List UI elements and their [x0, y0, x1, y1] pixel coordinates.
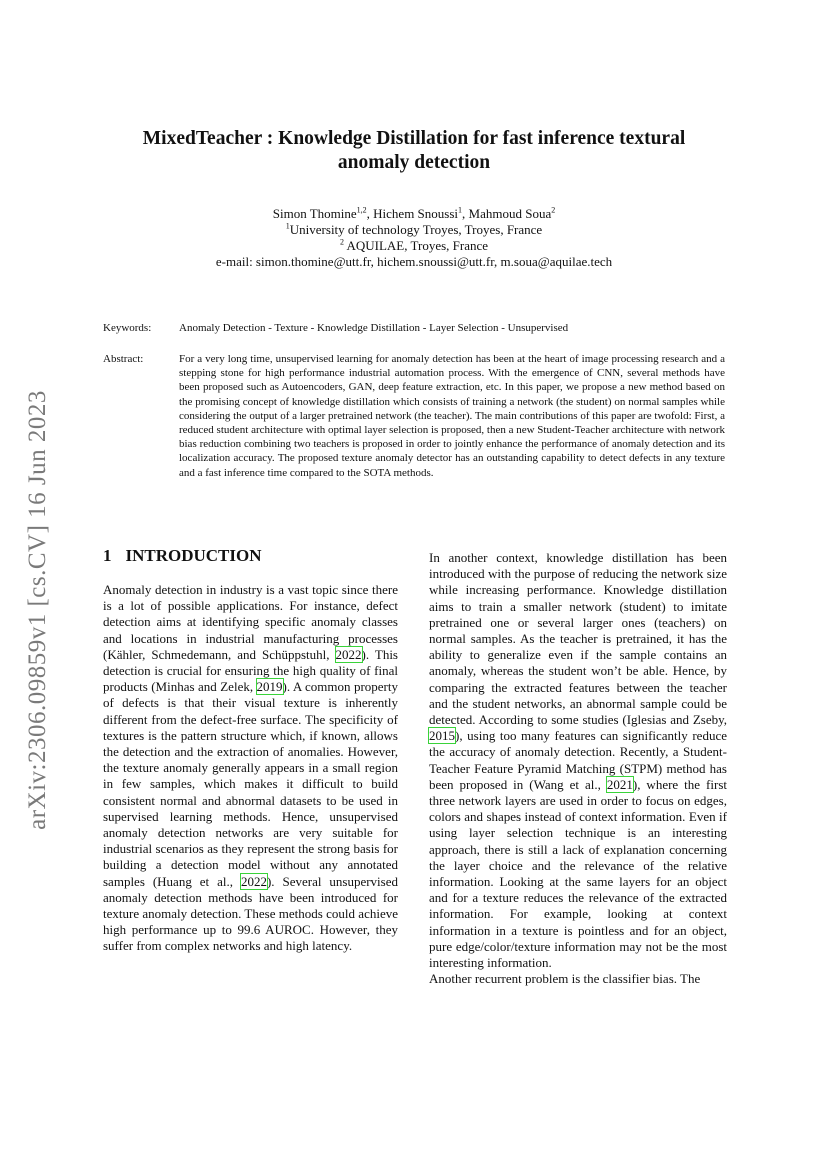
body-column-left [103, 582, 398, 955]
intro-paragraph-3: Another recurrent problem is the classifier bias. The [429, 971, 701, 987]
author-2-sup: 1 [458, 205, 463, 215]
text-run: ), using too many features can significantly reduce the accuracy of anomaly detection. Recently, a Student-Teacher Feature Pyramid Matching (STPM) method has been proposed in (Wang et al., [429, 728, 727, 792]
section-heading-introduction [103, 545, 398, 567]
keywords-value: Anomaly Detection - Texture - Knowledge Distillation - Layer Selection - Unsupervised [179, 322, 569, 334]
paper-title-line-2: anomaly detection [337, 152, 491, 173]
arxiv-identifier-text: arXiv:2306.09859v1 [cs.CV] 16 Jun 2023 [24, 390, 51, 830]
author-1-sup: 1,2 [356, 205, 367, 215]
affiliation-1-text: University of technology Troyes, Troyes, France [289, 222, 543, 237]
author-3-name: , Mahmoud Soua [462, 206, 552, 221]
citation-link[interactable]: 2022 [335, 646, 362, 662]
author-block [100, 206, 728, 270]
keywords-label: Keywords: [103, 322, 152, 334]
citation-link[interactable]: 2019 [256, 679, 283, 695]
affiliation-2-sup: 2 [339, 237, 344, 247]
text-run: ). A common property of defects is that their visual texture is inherently different from the defect-free surface. The specificity of textures is the pattern structure which, if known, allows the detection and the extraction of anomalies. However, the texture anomaly generally appears in a small region in few samples, which makes it difficult to build consistent normal and abnormal datasets to be used in supervised learning methods. Hence, unsupervised anomaly detection networks are very suitable for industrial scenarios as they represent the strong basis for building a detection model without any annotated samples (Huang et al., [103, 679, 398, 889]
text-run: Anomaly detection in industry is a vast topic since there is a lot of possible applications. For instance, defect detection aims at identifying specific anomaly classes and locations in industrial manufacturing processes (Kähler, Schmedemann, and Schüppstuhl, [103, 582, 398, 662]
paper-title [100, 127, 728, 175]
text-run: ). Several unsupervised anomaly detection methods have been introduced for texture anomaly detection. These methods could achieve high performance up to 99.6 AUROC. However, they suffer from complex networks and high latency. [103, 873, 398, 954]
text-run: ). This detection is crucial for ensuring the high quality of final products (Minhas and Zelek, [103, 646, 398, 695]
abstract-label: Abstract: [103, 353, 144, 365]
paper-title-line-1: MixedTeacher : Knowledge Distillation for fast inference textural [142, 128, 686, 149]
affiliation-2 [100, 238, 728, 254]
section-number: 1 [103, 546, 112, 565]
abstract-row [103, 352, 725, 480]
intro-paragraph-2 [429, 550, 727, 971]
intro-paragraph-1 [103, 582, 398, 955]
affiliation-1 [100, 222, 728, 238]
author-1-name: Simon Thomine [272, 206, 357, 221]
text-run: ), where the first three network layers are used in order to focus on edges, colors and shapes instead of context information. Even if using layer selection technique is an interesting approach, there is still a lack of explanation concerning the layer choice and the relevance of the relative information. Looking at the same layers for an object and for a texture reduces the relevance of the extracted information. For example, looking at context information in a texture is pointless and for an object, pure edge/color/texture information may not be the most interesting information. [429, 776, 727, 971]
citation-link[interactable]: 2021 [606, 776, 633, 792]
author-3-sup: 2 [551, 205, 556, 215]
author-emails: e-mail: simon.thomine@utt.fr, hichem.snoussi@utt.fr, m.soua@aquilae.tech [215, 254, 613, 269]
author-names [100, 206, 728, 222]
affiliation-1-sup: 1 [285, 221, 290, 231]
citation-link[interactable]: 2022 [240, 873, 267, 889]
affiliation-2-text: AQUILAE, Troyes, France [343, 238, 489, 253]
citation-link[interactable]: 2015 [429, 728, 455, 744]
arxiv-identifier-stamp [14, 360, 62, 860]
author-2-name: , Hichem Snoussi [366, 206, 459, 221]
section-title: INTRODUCTION [125, 546, 262, 565]
keywords-row [103, 321, 725, 335]
body-column-right [429, 550, 727, 987]
abstract-text: For a very long time, unsupervised learning for anomaly detection has been at the heart of image processing research and a stepping stone for high performance industrial automation process. With the emergence of CNN, several methods have been proposed such as Autoencoders, GAN, deep feature extraction, etc. In this paper, we propose a new method based on the promising concept of knowledge distillation which consists of training a network (the student) on normal samples while considering the output of a larger pretrained network (the teacher). The main contributions of this paper are twofold: First, a reduced student architecture with optimal layer selection is proposed, then a new Student-Teacher architecture with network bias reduction combining two teachers is proposed in order to jointly enhance the performance of anomaly detection and its localization accuracy. The proposed texture anomaly detector has an outstanding capability to detect defects in any texture and a fast inference time compared to the SOTA methods. [179, 353, 725, 479]
text-run: In another context, knowledge distillation has been introduced with the purpose of reducing the network size while increasing performance. Knowledge distillation aims to train a smaller network (student) to imitate pretrained one or several larger ones (teachers) on normal samples. As the teacher is pretrained, it has the ability to generalize even if the sample contains an anomaly, whereas the student won’t be able. Hence, by comparing the extracted features between the teacher and the student networks, an abnormal sample could be detected. According to some studies (Iglesias and Zseby, [429, 550, 727, 728]
